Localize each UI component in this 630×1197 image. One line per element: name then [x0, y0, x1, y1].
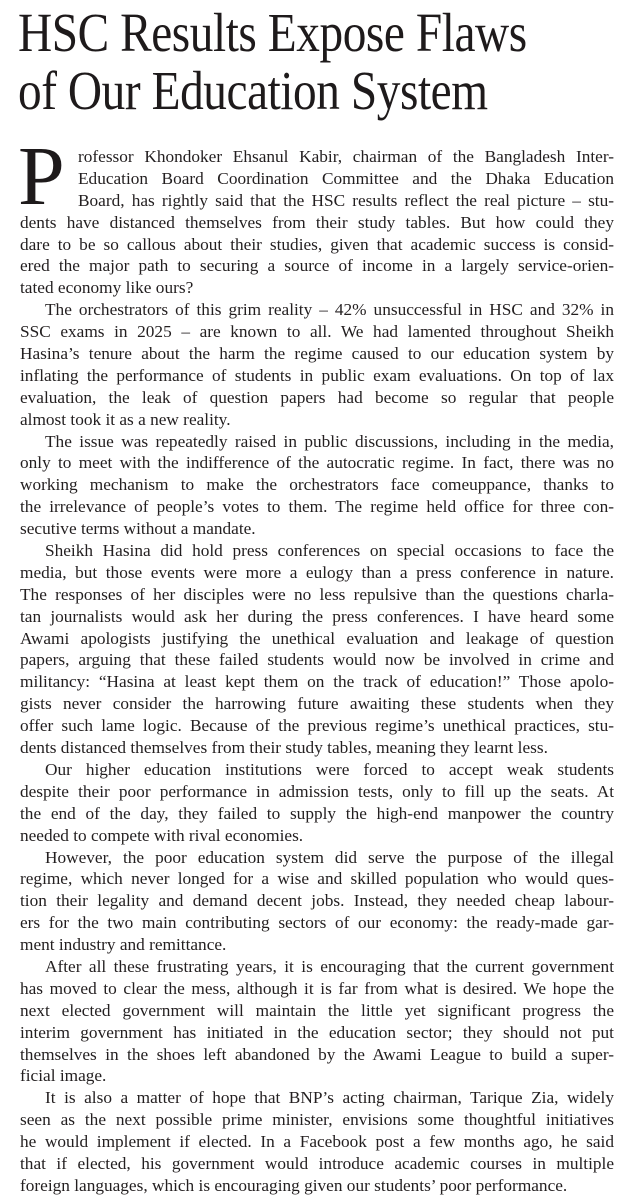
text-line: However, the poor education system did serve the purpose of the illegal	[45, 847, 614, 867]
text-line: After all these frustrating years, it is encouraging that the current government	[45, 956, 614, 976]
text-line: working mechanism to make the orchestrators face comeuppance, thanks to	[20, 475, 614, 495]
text-line: gists never consider the harrowing future awaiting these students when they	[20, 694, 614, 714]
paragraph	[20, 1087, 614, 1196]
text-line: next elected government will maintain the little yet significant progress the	[20, 1000, 614, 1020]
text-line: dents distanced themselves from their study tables, meaning they learnt less.	[20, 738, 548, 758]
text-line: dents have distanced themselves from their study tables. But how could they	[20, 212, 614, 232]
paragraph	[20, 956, 614, 1087]
paragraph	[20, 847, 614, 956]
paragraph	[20, 431, 614, 540]
text-line: papers, arguing that these failed students would now be involved in crime and	[20, 650, 614, 670]
text-line: dare to be so callous about their studies, given that academic success is consid-	[20, 234, 614, 254]
text-line: The responses of her disciples were no less repulsive than the questions charla-	[20, 584, 614, 604]
text-line: almost took it as a new reality.	[20, 409, 231, 429]
paragraph	[20, 299, 614, 430]
text-line: Hasina’s tenure about the harm the regime caused to our education system by	[20, 344, 614, 364]
text-line: The orchestrators of this grim reality – 42% unsuccessful in HSC and 32% in	[45, 300, 614, 320]
text-line: ment industry and remittance.	[20, 935, 227, 955]
text-line: militancy: “Hasina at least kept them on the track of education!” Those apolo-	[20, 672, 614, 692]
paragraph	[20, 540, 614, 759]
text-line: Board, has rightly said that the HSC results reflect the real picture – stu-	[78, 190, 614, 210]
headline-line-2: of Our Education System	[18, 60, 488, 121]
text-line: seen as the next possible prime minister, envisions some thoughtful initiatives	[20, 1110, 614, 1130]
headline-line-1: HSC Results Expose Flaws	[18, 2, 527, 63]
text-line: media, but those events were more a eulogy than a press conference in nature.	[20, 562, 614, 582]
text-line: themselves in the shoes left abandoned by the Awami League to build a super-	[20, 1044, 614, 1064]
headline	[18, 4, 534, 120]
text-line: only to meet with the indifference of the autocratic regime. In fact, there was no	[20, 453, 614, 473]
text-line: foreign languages, which is encouraging given our students’ poor performance.	[20, 1175, 568, 1195]
text-line: secutive terms without a mandate.	[20, 519, 256, 539]
text-line: tated economy like ours?	[20, 278, 194, 298]
text-line: tan journalists would ask her during the press conferences. I have heard some	[20, 606, 614, 626]
drop-cap: P	[18, 130, 65, 223]
text-line: It is also a matter of hope that BNP’s acting chairman, Tarique Zia, widely	[45, 1088, 614, 1108]
text-line: Sheikh Hasina did hold press conferences on special occasions to face the	[45, 541, 614, 561]
text-line: regime, which never longed for a wise and skilled population who would ques-	[20, 869, 614, 889]
text-line: SSC exams in 2025 – are known to all. We had lamented throughout Sheikh	[20, 322, 614, 342]
text-line: inflating the performance of students in public exam evaluations. On top of lax	[20, 365, 614, 385]
paragraph	[20, 146, 614, 299]
text-line: despite their poor performance in admission tests, only to fill up the seats. At	[20, 781, 614, 801]
text-line: ered the major path to securing a source of income in a largely service-orien-	[20, 256, 614, 276]
paragraph	[20, 759, 614, 847]
text-line: offer such lame logic. Because of the previous regime’s unethical practices, stu-	[20, 716, 614, 736]
text-line: ficial image.	[20, 1066, 107, 1086]
text-line: has moved to clear the mess, although it is far from what is desired. We hope the	[20, 978, 614, 998]
text-line: The issue was repeatedly raised in public discussions, including in the media,	[45, 431, 614, 451]
text-line: Education Board Coordination Committee and the Dhaka Education	[78, 168, 614, 188]
text-line: ers for the two main contributing sectors of our economy: the ready-made gar-	[20, 913, 614, 933]
text-line: that if elected, his government would introduce academic courses in multiple	[20, 1153, 614, 1173]
text-line: interim government has initiated in the education sector; they should not put	[20, 1022, 614, 1042]
text-line: rofessor Khondoker Ehsanul Kabir, chairman of the Bangladesh Inter-	[78, 147, 614, 166]
text-line: needed to compete with rival economies.	[20, 825, 304, 845]
text-line: Our higher education institutions were forced to accept weak students	[45, 759, 614, 779]
text-line: he would implement if elected. In a Facebook post a few months ago, he said	[20, 1132, 614, 1152]
text-line: evaluation, the leak of question papers had become so regular that people	[20, 387, 614, 407]
text-line: the end of the day, they failed to supply the high-end manpower the country	[20, 803, 614, 823]
article-body	[20, 146, 614, 1197]
text-line: Awami apologists justifying the unethical evaluation and leakage of question	[20, 628, 614, 648]
text-line: tion their legality and demand decent jobs. Instead, they needed cheap labour-	[20, 891, 614, 911]
text-line: the irrelevance of people’s votes to them. The regime held office for three con-	[20, 497, 614, 517]
